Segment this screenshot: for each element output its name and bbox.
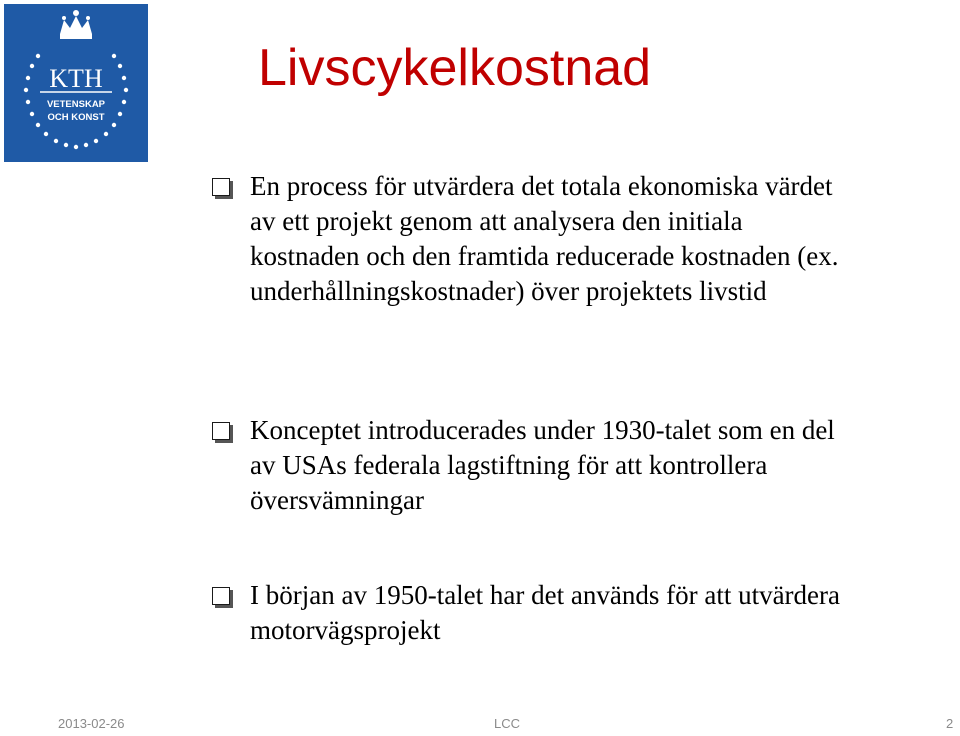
- bullet-text: Konceptet introducerades under 1930-talet som en del av USAs federala lagstiftning för att kontrollera översvämningar: [250, 415, 835, 515]
- bullet-text: I början av 1950-talet har det används för att utvärdera motorvägsprojekt: [250, 580, 841, 645]
- bullet-item: [212, 578, 852, 648]
- footer-title: LCC: [494, 716, 521, 731]
- bullet-item: [212, 169, 852, 309]
- page-number: 2: [946, 716, 954, 731]
- bullet-item: [212, 413, 852, 518]
- bullet-text: En process för utvärdera det totala ekonomiska värdet av ett projekt genom att analysera den initiala kostnaden och den framtida reducerade kostnaden (ex. underhållningskostnader) över projektets livstid: [250, 171, 839, 306]
- kth-emblem-icon: [4, 4, 148, 162]
- logo-line3-text: OCH KONST: [47, 112, 105, 123]
- kth-logo: [4, 4, 148, 162]
- logo-kth-text: KTH: [49, 64, 103, 93]
- slide-title: Livscykelkostnad: [258, 39, 652, 97]
- checkbox-bullet-icon: [212, 422, 230, 440]
- footer-date: 2013-02-26: [58, 716, 125, 731]
- logo-line2-text: VETENSKAP: [46, 99, 106, 110]
- crown-icon: [60, 10, 92, 39]
- checkbox-bullet-icon: [212, 587, 230, 605]
- checkbox-bullet-icon: [212, 178, 230, 196]
